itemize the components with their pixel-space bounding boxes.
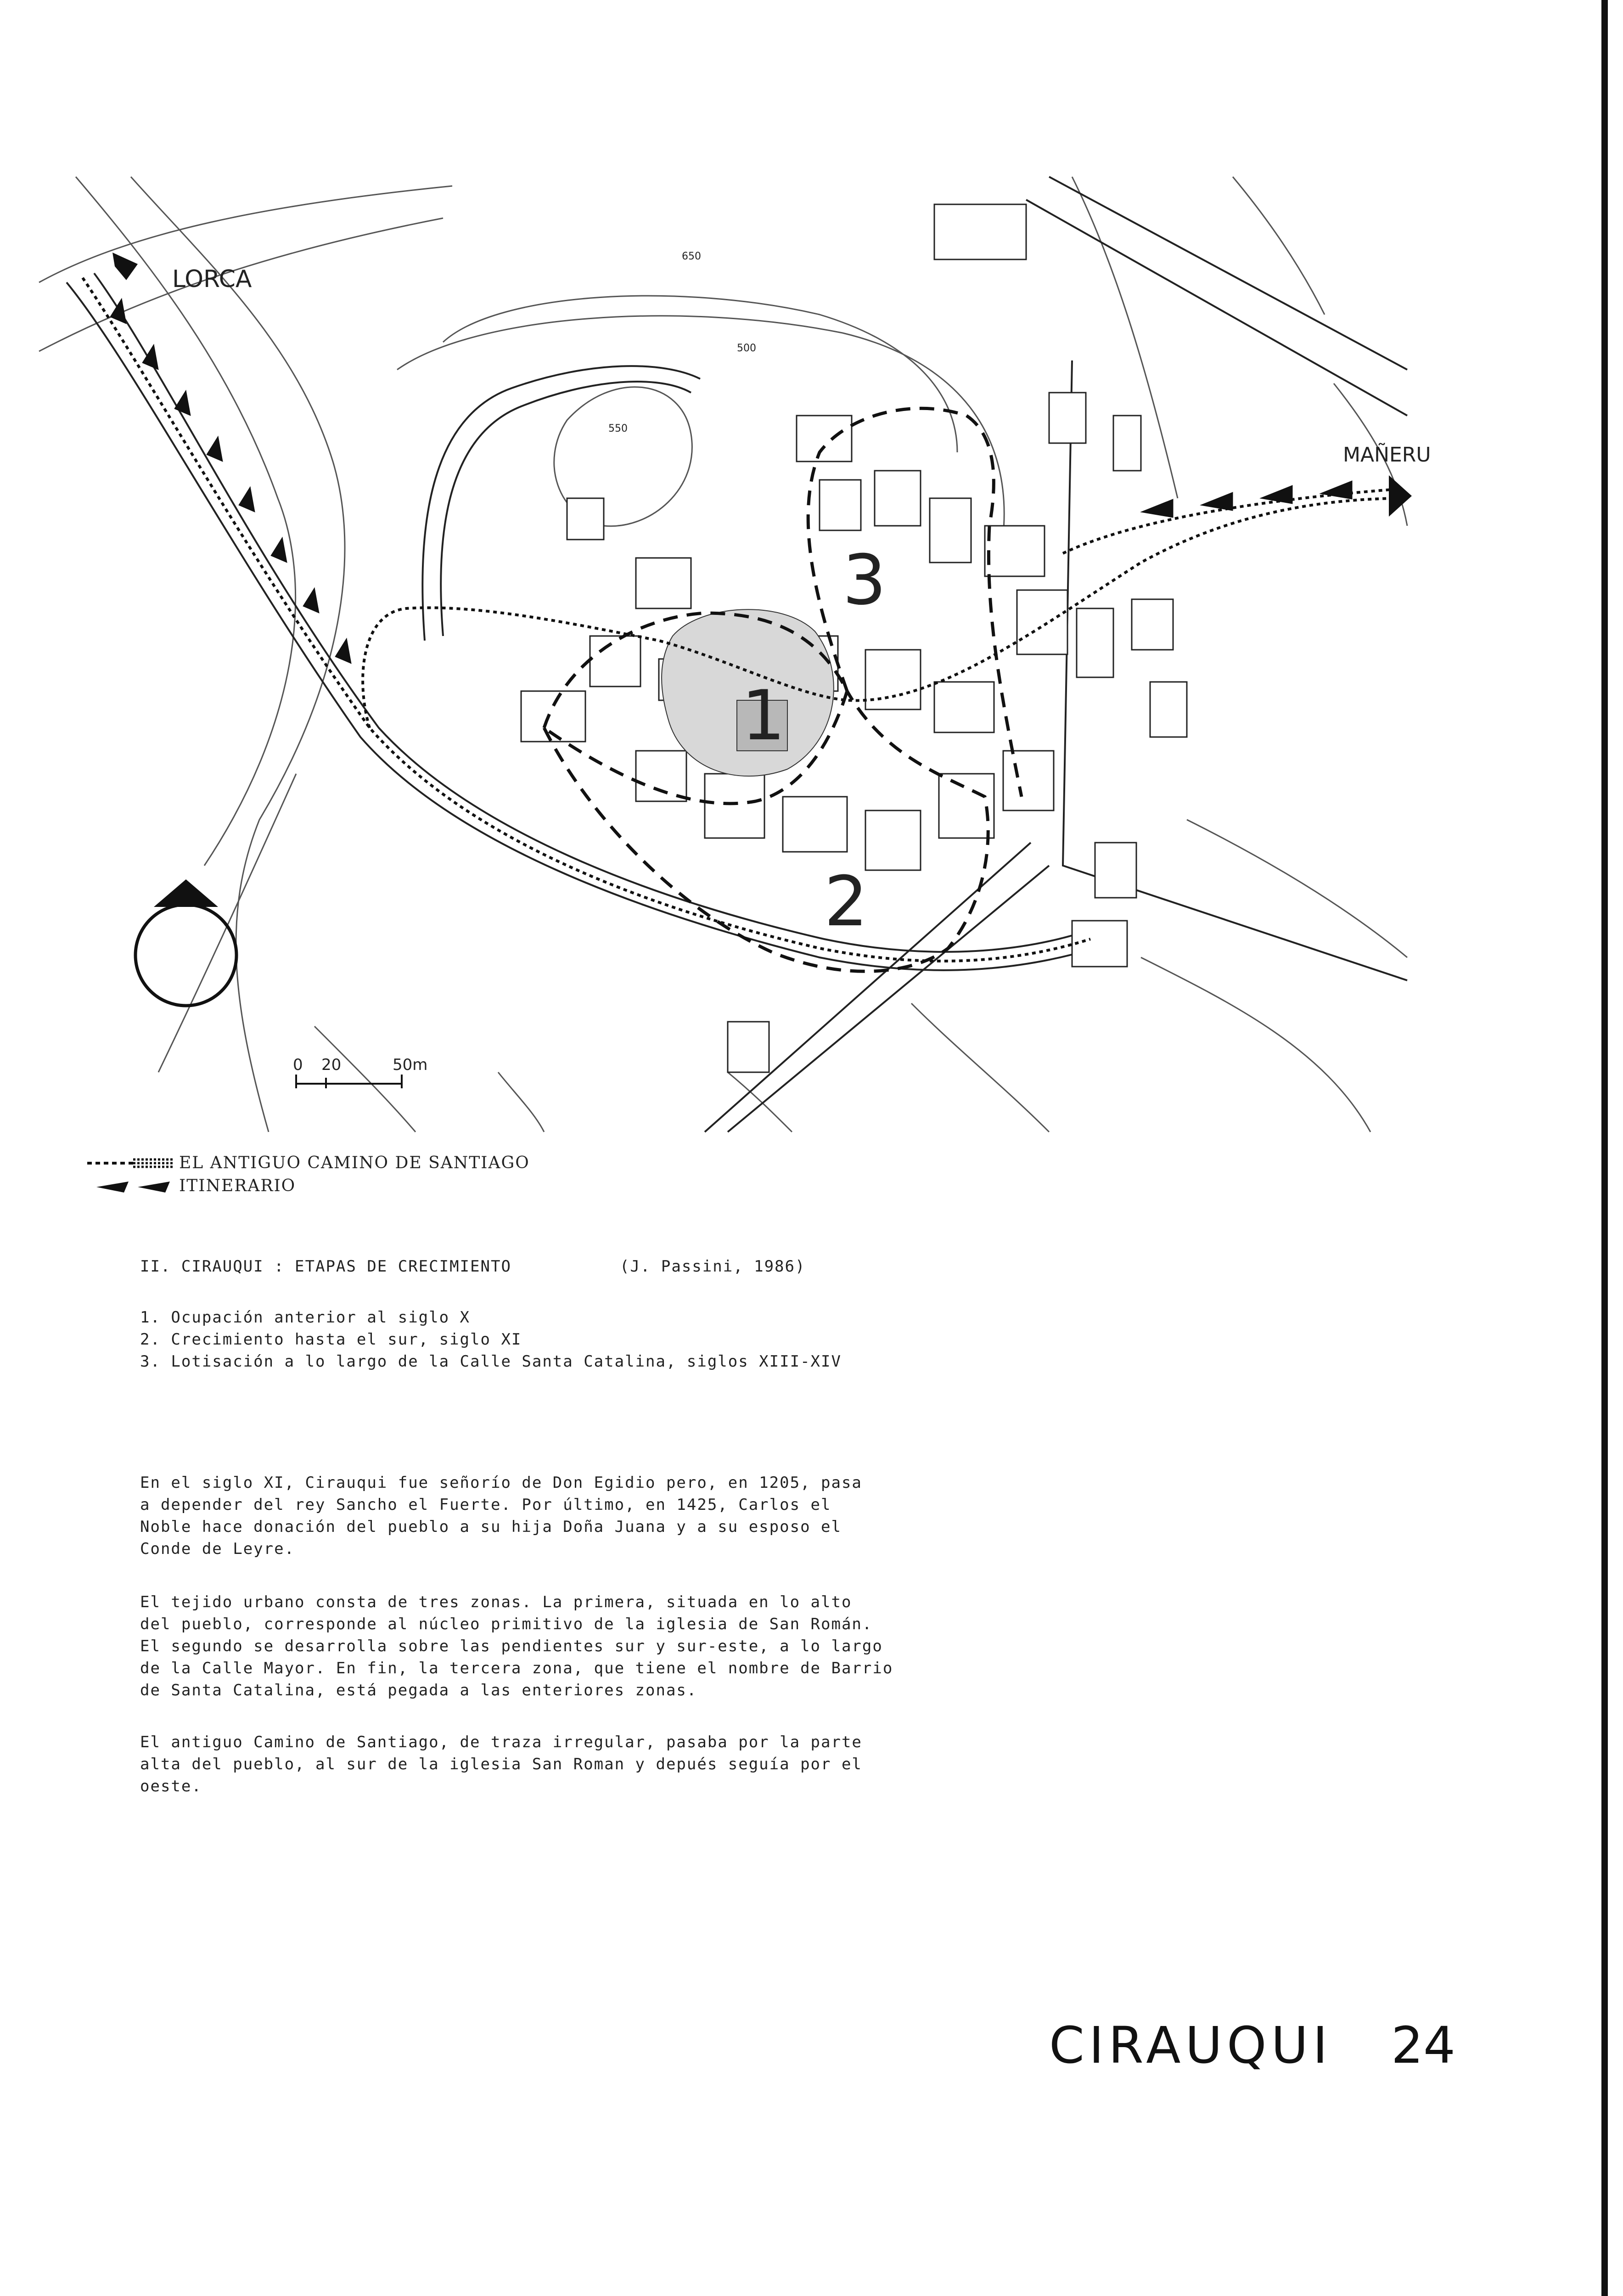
lorca-arrow-icon [112, 253, 138, 280]
stage-item: 2. Crecimiento hasta el sur, siglo XI [140, 1330, 522, 1349]
map-drawing [39, 177, 1431, 1132]
zone-label-3: 3 [842, 540, 887, 620]
paragraph-camino: El antiguo Camino de Santiago, de traza irregular, pasaba por la parte alta del pueblo, al sur de la iglesia San Roman y depués seguía por el oeste. [140, 1733, 862, 1795]
legend-itinerario-row [87, 1175, 530, 1198]
scale-tick-0: 0 [293, 1056, 303, 1074]
town-map [39, 177, 1431, 1132]
contour-label-650: 650 [682, 251, 701, 262]
stage-item: 1. Ocupación anterior al siglo X [140, 1308, 471, 1327]
footer-title: CIRAUQUI [1049, 2016, 1332, 2075]
legend-camino-label: EL ANTIGUO CAMINO DE SANTIAGO [179, 1154, 530, 1172]
maneru-label: MAÑERU [1343, 443, 1431, 467]
paragraph-history: En el siglo XI, Cirauqui fue señorío de Don Egidio pero, en 1205, pasa a depender del rey Sancho el Fuerte. Por último, en 1425, Carlos el Noble hace donación del pueblo a su hija Doña Juana y a su esposo el Conde de Leyre. [140, 1474, 862, 1558]
page-edge [1601, 0, 1608, 2296]
paragraph-urban-fabric: El tejido urbano consta de tres zonas. La primera, situada en lo alto del pueblo, corresponde al núcleo primitivo de la iglesia de San Román. El segundo se desarrolla sobre las pendientes sur y sur-este, a lo largo de la Calle Mayor. En fin, la tercera zona, que tiene el nombre de Barrio de Santa Catalina, está pegada a las enteriores zonas. [140, 1593, 893, 1699]
figure-caption [140, 1257, 806, 1276]
scale-tick-50m: 50m [393, 1056, 428, 1074]
zone-label-2: 2 [824, 862, 868, 942]
north-arrow-icon [135, 879, 236, 1006]
maneru-arrow-icon [1389, 475, 1412, 517]
dotted-route-icon [87, 1154, 174, 1172]
scale-tick-20: 20 [321, 1056, 342, 1074]
legend-itinerario-label: ITINERARIO [179, 1176, 296, 1195]
zone-label-1: 1 [741, 676, 786, 756]
lorca-label: LORCA [172, 265, 252, 293]
legend-camino-row [87, 1152, 530, 1175]
caption-title: II. CIRAUQUI : ETAPAS DE CRECIMIENTO [140, 1257, 511, 1276]
map-legend [87, 1152, 530, 1198]
page-number: 24 [1391, 2016, 1455, 2075]
stages-list [140, 1306, 842, 1373]
itinerary-arrow-icon [87, 1177, 174, 1195]
caption-author: (J. Passini, 1986) [620, 1257, 806, 1276]
contour-label-550: 550 [608, 423, 628, 434]
stage-item: 3. Lotisación a lo largo de la Calle Santa Catalina, siglos XIII-XIV [140, 1352, 842, 1371]
contour-label-500: 500 [737, 343, 756, 354]
